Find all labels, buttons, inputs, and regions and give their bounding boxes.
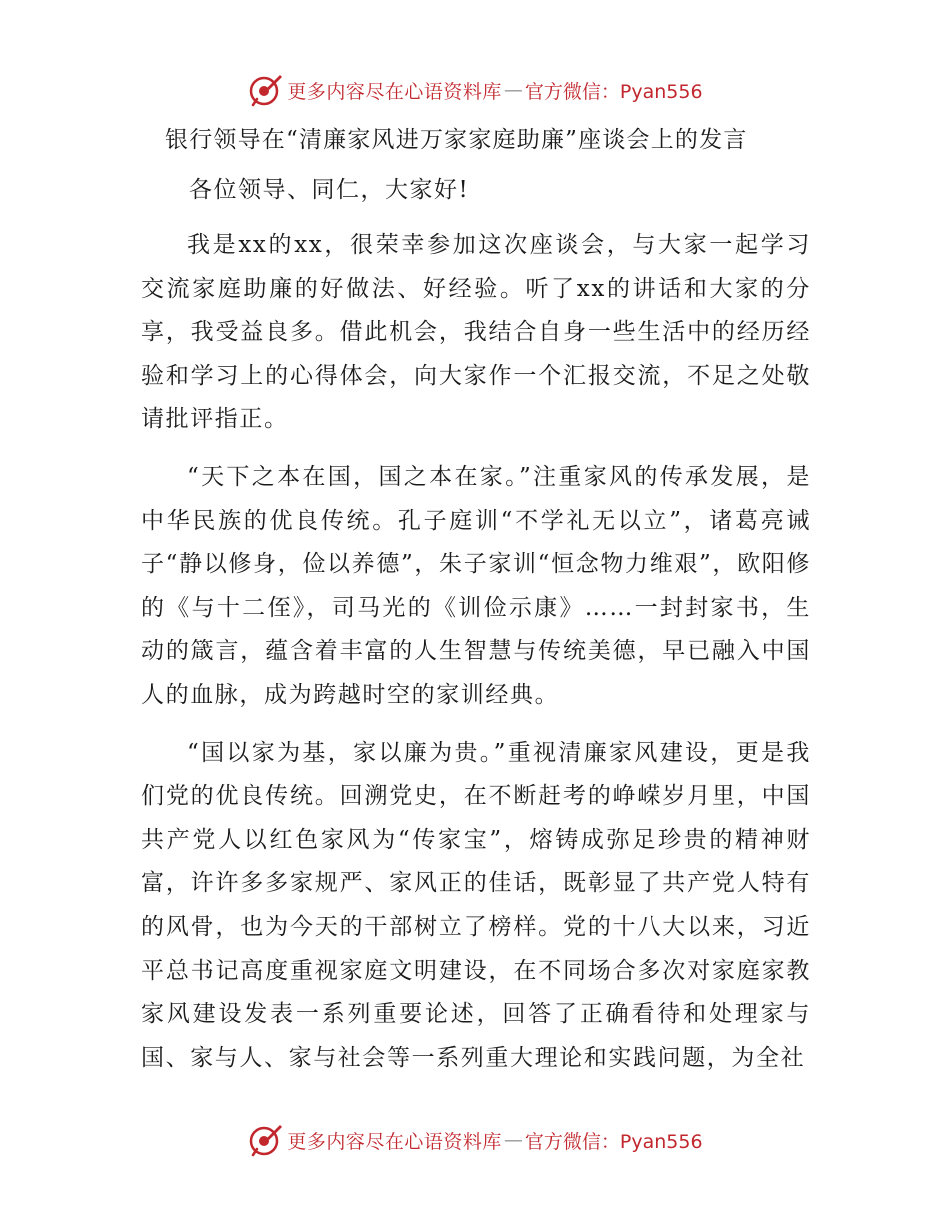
banner-contact: 官方微信：Pyan556 [524, 80, 703, 103]
paragraph-3: “国以家为基，家以廉为贵。”重视清廉家风建设，更是我们党的优良传统。回溯党史，在不断赶考的峥嵘岁月里，中国共产党人以红色家风为“传家宝”，熔铸成弥足珍贵的精神财富，许许多多家规严、家风正的佳话，既彰显了共产党人特有的风骨，也为今天的干部树立了榜样。党的十八大以来，习近平总书记高度重视家庭文明建设，在不同场合多次对家庭家教家风建设发表一系列重要论述，回答了正确看待和处理家与国、家与人、家与社会等一系列重大理论和实践问题，为全社 [141, 739, 811, 1071]
header-banner [0, 70, 950, 110]
footer-banner [0, 1120, 950, 1160]
document-title: 银行领导在“清廉家风进万家家庭助廉”座谈会上的发言 [165, 127, 748, 153]
greeting: 各位领导、同仁，大家好! [189, 177, 470, 203]
banner-dash: — [503, 1129, 523, 1151]
paragraph-1: 我是xx的xx，很荣幸参加这次座谈会，与大家一起学习交流家庭助廉的好做法、好经验。听了xx的讲话和大家的分享，我受益良多。借此机会，我结合自身一些生活中的经历经验和学习上的心得体会，向大家作一个汇报交流，不足之处敬请批评指正。 [141, 232, 811, 433]
pen-logo-icon [247, 72, 283, 108]
paragraph-2: “天下之本在国，国之本在家。”注重家风的传承发展，是中华民族的优良传统。孔子庭训“不学礼无以立”，诸葛亮诫子“静以修身，俭以养德”，朱子家训“恒念物力维艰”，欧阳修的《与十二侄》，司马光的《训俭示康》……一封封家书，生动的箴言，蕴含着丰富的人生智慧与传统美德，早已融入中国人的血脉，成为跨越时空的家训经典。 [141, 463, 811, 708]
document-body [141, 118, 811, 1094]
banner-contact: 官方微信：Pyan556 [524, 1130, 703, 1153]
banner-text: 更多内容尽在心语资料库 [287, 80, 502, 103]
pen-logo-icon [247, 1122, 283, 1158]
banner-text: 更多内容尽在心语资料库 [287, 1130, 502, 1153]
banner-dash: — [503, 79, 523, 101]
